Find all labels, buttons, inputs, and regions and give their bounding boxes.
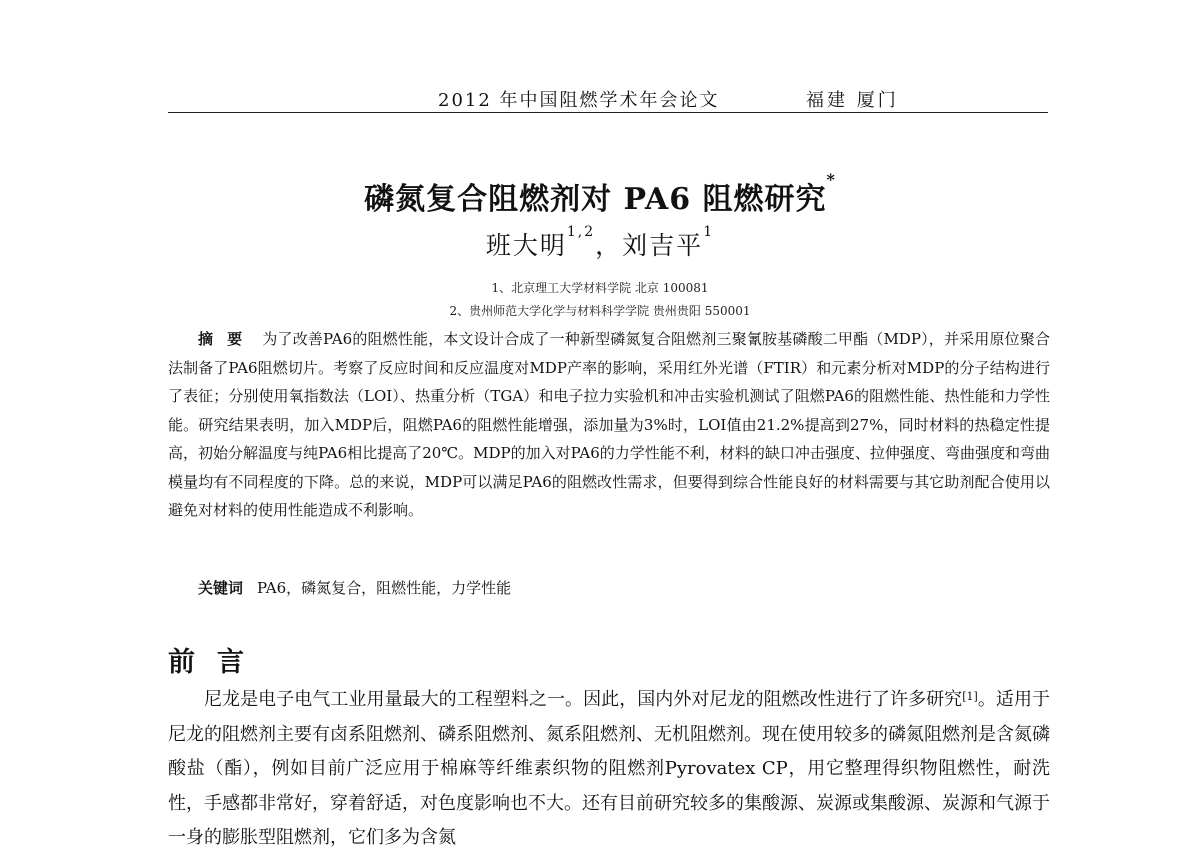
keywords-label: 关键词	[198, 579, 244, 597]
author-affil-1: 1,2	[566, 224, 596, 240]
keywords	[198, 578, 511, 598]
affiliation-2: 2、贵州师范大学化学与材料科学学院 贵州贵阳 550001	[449, 304, 751, 318]
author-name-2: 刘吉平	[622, 231, 704, 260]
citation-ref: [1]	[962, 690, 978, 703]
paper-title	[0, 170, 1200, 218]
section-title: 前言	[168, 647, 266, 678]
abstract-label: 摘要	[198, 330, 257, 348]
body-text-part-2: 。适用于尼龙的阻燃剂主要有卤系阻燃剂、磷系阻燃剂、氮系阻燃剂、无机阻燃剂。现在使用较多的磷氮阻燃剂是含氮磷酸盐（酯），例如目前广泛应用于棉麻等纤维素织物的阻燃剂Pyrovatex CP，用它整理得织物阻燃性，耐洗性，手感都非常好，穿着舒适，对色度影响也不大。还有目前研究较多的集酸源、炭源或集酸源、炭源和气源于一身的膨胀型阻燃剂，它们多为含氮	[168, 689, 1051, 848]
running-header	[168, 84, 1048, 113]
author-affil-2: 1	[703, 224, 715, 240]
body-paragraph	[168, 683, 1050, 856]
body-text-part-1: 尼龙是电子电气工业用量最大的工程塑料之一。因此，国内外对尼龙的阻燃改性进行了许多研究	[204, 689, 963, 710]
affiliation-1: 1、北京理工大学材料学院 北京 100081	[491, 281, 709, 295]
abstract-text: 为了改善PA6的阻燃性能，本文设计合成了一种新型磷氮复合阻燃剂三聚氰胺基磷酸二甲酯（MDP），并采用原位聚合法制备了PA6阻燃切片。考察了反应时间和反应温度对MDP产率的影响，采用红外光谱（FTIR）和元素分析对MDP的分子结构进行了表征；分别使用氧指数法（LOI）、热重分析（TGA）和电子拉力实验机和冲击实验机测试了阻燃PA6的阻燃性能、热性能和力学性能。研究结果表明，加入MDP后，阻燃PA6的阻燃性能增强，添加量为3%时，LOI值由21.2%提高到27%，同时材料的热稳定性提高，初始分解温度与纯PA6相比提高了20℃。MDP的加入对PA6的力学性能不利，材料的缺口冲击强度、拉伸强度、弯曲强度和弯曲模量均有不同程度的下降。总的来说，MDP可以满足PA6的阻燃改性需求，但要得到综合性能良好的材料需要与其它助剂配合使用以避免对材料的使用性能造成不利影响。	[168, 330, 1050, 519]
title-footnote-mark: *	[826, 170, 836, 189]
paper-title-text: 磷氮复合阻燃剂对 PA6 阻燃研究	[364, 182, 827, 217]
author-list	[0, 226, 1200, 262]
conference-location: 福建 厦门	[806, 90, 899, 111]
keywords-text: PA6，磷氮复合，阻燃性能，力学性能	[257, 579, 512, 597]
author-name-1: 班大明	[485, 231, 567, 260]
abstract	[168, 325, 1050, 525]
author-separator: ，	[595, 231, 623, 260]
conference-name: 2012 年中国阻燃学术年会论文	[438, 90, 720, 111]
